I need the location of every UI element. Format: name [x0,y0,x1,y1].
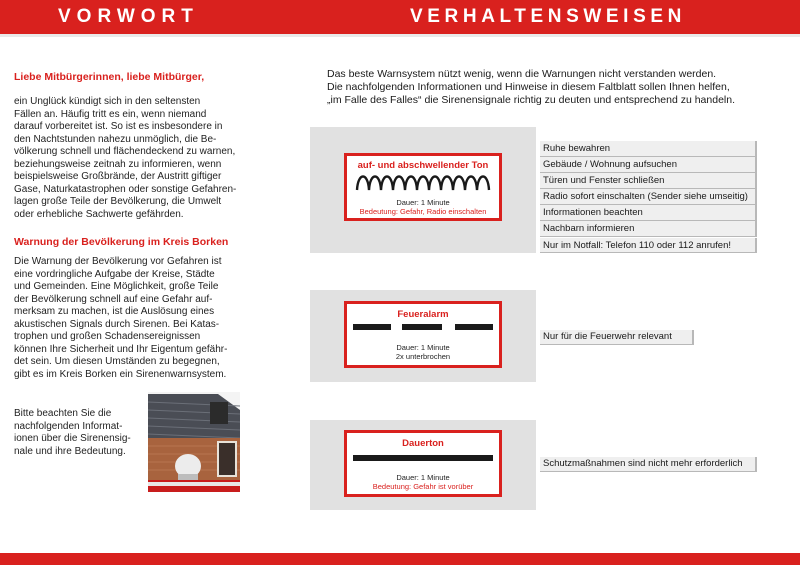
all-clear-action: Schutzmaßnahmen sind nicht mehr erforderlich [540,457,757,472]
pulse-bar [353,324,391,330]
pulse-bar [402,324,442,330]
wave-pattern [355,174,491,196]
behaviour-intro: Das beste Warnsystem nützt wenig, wenn die Warnungen nicht verstanden werden. Die nachfolgenden Informationen und Hinweise in diesem Faltblatt sollen Ihnen helfen, „im Falle des Falles“ die Sirenensignale richtig zu deuten und entsprechend zu handeln. [327,68,735,106]
notice-paragraph: Bitte beachten Sie die nachfolgenden Informat- ionen über die Sirenensig- nale und ihre Bedeutung. [14,408,131,457]
action-item: Gebäude / Wohnung aufsuchen [540,157,757,173]
title-verhaltensweisen: VERHALTENSWEISEN [410,6,686,27]
warning-heading: Warnung der Bevölkerung im Kreis Borken [14,236,229,248]
signal-2-detail: 2x unterbrochen [395,352,451,361]
action-item: Türen und Fenster schließen [540,173,757,189]
action-list [540,141,757,254]
signal-1-meaning: Bedeutung: Gefahr, Radio einschalten [359,207,487,216]
greeting-heading: Liebe Mitbürgerinnen, liebe Mitbürger, [14,71,205,83]
signal-2-title: Feueralarm [397,309,449,320]
action-item: Nachbarn informieren [540,221,757,237]
signal-card-fire-alarm [344,301,502,368]
action-item: Ruhe bewahren [540,141,757,157]
title-vorwort: VORWORT [58,6,199,27]
signal-1-duration: Dauer: 1 Minute [396,198,450,207]
warning-paragraph: Die Warnung der Bevölkerung vor Gefahren ist eine vordringliche Aufgabe der Kreise, Städte und Gemeinden. Eine Möglichkeit, große Teile der Bevölkerung schnell auf eine Gefahr auf- merksam zu machen, ist die Auslösung eines akustischen Signals durch Sirenen. Bei Katas- trophen und großen Schadensereignissen können Ihre Sicherheit und Ihr Eigentum gefähr- det sein. Um diesen Umständen zu begegnen, gibt es im Kreis Borken ein Sirenenwarnsystem. [14,256,228,380]
signal-3-meaning: Bedeutung: Gefahr ist vorüber [372,482,474,491]
signal-3-title: Dauerton [402,438,444,449]
siren-photo [148,392,240,492]
footer-bar [0,553,800,565]
intro-paragraph: ein Unglück kündigt sich in den seltensten Fällen an. Häufig tritt es ein, wenn niemand darauf vorbereitet ist. So ist es insbesondere in den Nachtstunden nahezu unmöglich, die Be- völkerung schnell und flächendeckend zu warnen, beziehungsweise zeitnah zu informieren, wenn beispielsweise Großbrände, der Austritt giftiger Gase, Naturkatastrophen oder sonstige Gefahren- lagen große Teile der Bevölkerung, die Umwelt oder erhebliche Sachwerte gefährden. [14,96,237,220]
signal-1-title: auf- und abschwellender Ton [357,160,489,171]
signal-card-rising-falling [344,153,502,221]
continuous-bar [353,455,493,461]
pulse-bar [455,324,493,330]
header-divider [0,34,800,37]
fire-alarm-action: Nur für die Feuerwehr relevant [540,330,694,345]
signal-card-continuous [344,430,502,497]
signal-2-duration: Dauer: 1 Minute [396,343,450,352]
signal-3-duration: Dauer: 1 Minute [396,473,450,482]
action-item: Radio sofort einschalten (Sender siehe umseitig) [540,189,757,205]
action-item: Nur im Notfall: Telefon 110 oder 112 anrufen! [540,238,757,254]
action-item: Informationen beachten [540,205,757,221]
